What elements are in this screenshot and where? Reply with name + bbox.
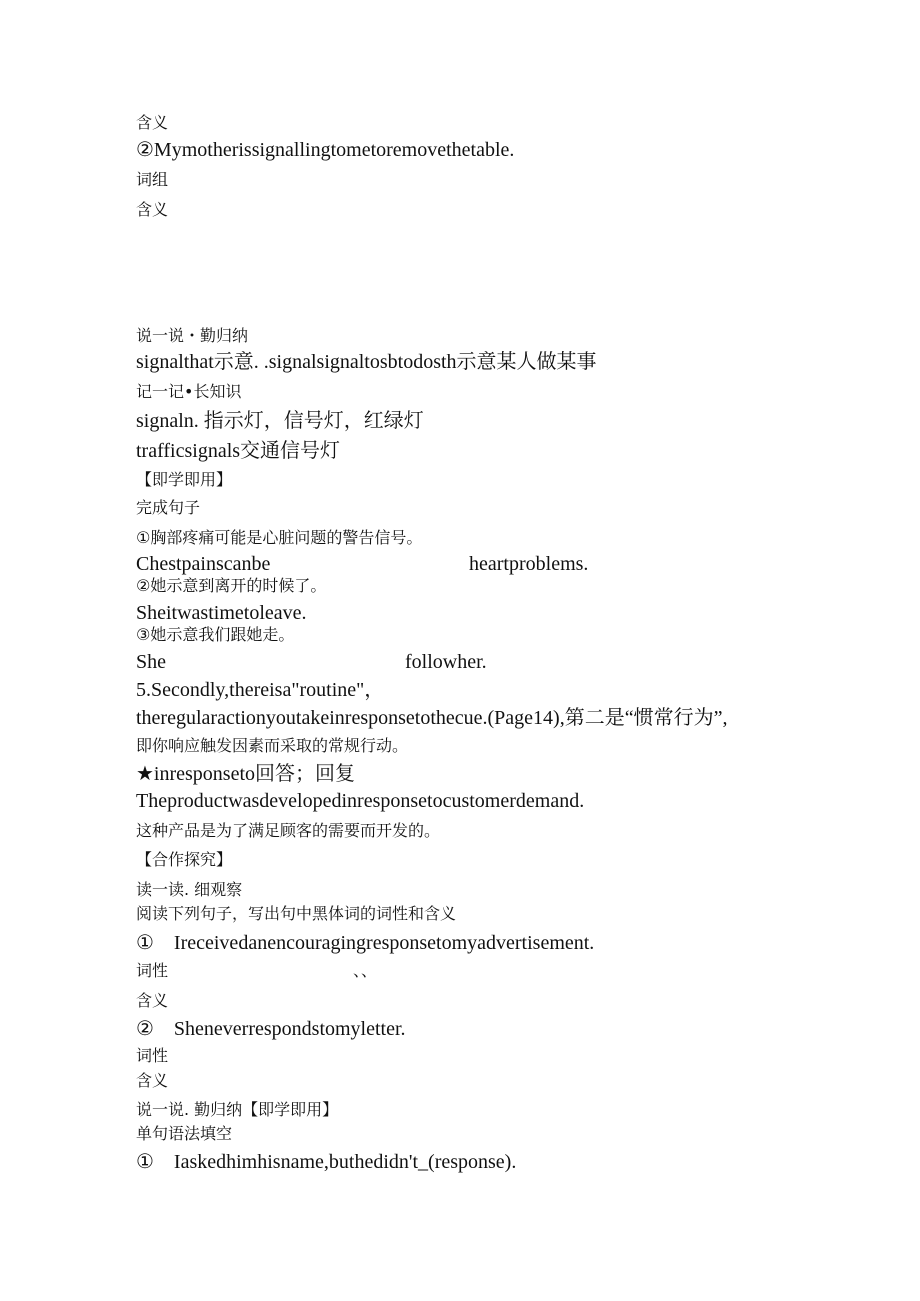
text-line: theregularactionyoutakeinresponsetothecue.(Page14),第二是“惯常行为”, bbox=[136, 707, 728, 729]
text-line: 含义 bbox=[136, 1071, 169, 1090]
text-line: signalthat示意. .signalsignaltosbtodosth示意某人做某事 bbox=[136, 351, 597, 373]
text-line: Chestpainscanbe bbox=[136, 553, 271, 575]
text-line: followher. bbox=[405, 651, 487, 673]
text-line: ③她示意我们跟她走。 bbox=[136, 625, 295, 644]
text-line: ② Sheneverrespondstomyletter. bbox=[136, 1018, 406, 1040]
text-line: ① Iaskedhimhisname,buthedidn't_(response). bbox=[136, 1151, 517, 1173]
text-line: 【合作探究】 bbox=[136, 850, 233, 869]
text-line: 、、 bbox=[353, 961, 378, 980]
text-line: ②她示意到离开的时候了。 bbox=[136, 576, 327, 595]
text-line: heartproblems. bbox=[469, 553, 589, 575]
text-line: ①胸部疼痛可能是心脏问题的警告信号。 bbox=[136, 528, 423, 547]
text-line: 含义 bbox=[136, 200, 169, 219]
text-line: 阅读下列句子，写出句中黑体词的词性和含义 bbox=[136, 904, 457, 923]
text-line: trafficsignals交通信号灯 bbox=[136, 440, 341, 462]
text-line: 说一说. 勤归纳【即学即用】 bbox=[136, 1100, 339, 1119]
text-line: 词组 bbox=[136, 170, 169, 189]
text-line: 说一说・勤归纳 bbox=[136, 326, 249, 345]
text-line: 完成句子 bbox=[136, 498, 201, 517]
text-line: 即你响应触发因素而采取的常规行动。 bbox=[136, 736, 409, 755]
text-line: 词性 bbox=[136, 1046, 169, 1065]
text-line: She bbox=[136, 651, 166, 673]
text-line: 词性 bbox=[136, 961, 169, 980]
text-line: 读一读. 细观察 bbox=[136, 880, 243, 899]
text-line: ① Ireceivedanencouragingresponsetomyadvertisement. bbox=[136, 932, 595, 954]
text-line: 含义 bbox=[136, 991, 169, 1010]
text-line: 记一记•长知识 bbox=[136, 382, 242, 401]
text-line: 含义 bbox=[136, 113, 169, 132]
text-line: 这种产品是为了满足顾客的需要而开发的。 bbox=[136, 821, 441, 840]
text-line: Sheitwastimetoleave. bbox=[136, 602, 307, 624]
text-line: ②Mymotherissignallingtometoremovethetable. bbox=[136, 139, 515, 161]
text-line: 【即学即用】 bbox=[136, 470, 233, 489]
text-line: Theproductwasdevelopedinresponsetocustomerdemand. bbox=[136, 790, 585, 812]
text-line: 5.Secondly,thereisa"routine"， bbox=[136, 679, 385, 701]
text-line: signaln. 指示灯，信号灯，红绿灯 bbox=[136, 410, 424, 432]
text-line: ★inresponseto回答；回复 bbox=[136, 763, 356, 785]
text-line: 单句语法填空 bbox=[136, 1124, 233, 1143]
